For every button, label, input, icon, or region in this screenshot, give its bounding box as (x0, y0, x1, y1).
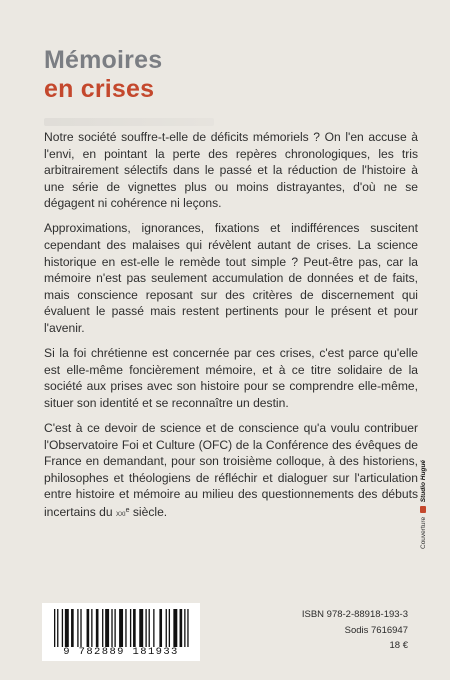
barcode-bar (180, 609, 183, 647)
paragraph-4-text: C'est à ce devoir de science et de conscience qu'a voulu contribuer l'Observatoire Foi et Culture (OFC) de la Conférence des évêques de France en demandant, pour son troisième colloque, à des historiens, philosophes et théologiens de réfléchir et dialoguer sur l'articulation entre histoire et mémoire au milieu des questionnements des débuts incertains du (44, 421, 418, 519)
paragraph-2: Approximations, ignorances, fixations et indifférences suscitent cependant des malaises qui révèlent autant de crises. La science historique en est-elle le remède tout simple ? Peut-être pas, car la mémoire n'est pas seulement accumulation de données et de faits, mais conscience reposant sur des critères de discernement qui évaluent le passé mais restent pertinents pour le présent et pour l'avenir. (44, 221, 418, 336)
barcode-bar (57, 609, 58, 647)
barcode-bar (133, 609, 136, 647)
barcode-bar (80, 609, 81, 647)
studio-name: Studio Hugué (420, 459, 427, 503)
price: 18 € (389, 640, 408, 651)
barcode-bar (169, 609, 170, 647)
studio-logo-icon (420, 506, 426, 513)
barcode-bar (62, 609, 63, 647)
barcode-bars (52, 609, 190, 647)
barcode (42, 603, 200, 661)
barcode-bar (187, 609, 188, 647)
cover-credit (418, 459, 430, 549)
barcode-bar (130, 609, 131, 647)
barcode-bar (91, 609, 92, 647)
barcode-bar (105, 609, 109, 647)
barcode-bar (71, 609, 74, 647)
barcode-bar (166, 609, 167, 647)
barcode-bar (159, 609, 162, 647)
barcode-bar (153, 609, 154, 647)
barcode-bar (184, 609, 185, 647)
paragraph-3: Si la foi chrétienne est concernée par ces crises, c'est parce qu'elle est elle-même foncièrement mémoire, et à ce titre solidaire de la société aux prises avec son histoire pour se comprendre elle-même, situer son identité et se reconnaître un destin. (44, 346, 418, 410)
barcode-digits: 9 782889 181933 (63, 646, 179, 658)
title-line-2: en crises (44, 75, 155, 103)
barcode-bar (149, 609, 150, 647)
sodis-code: Sodis 7616947 (344, 624, 408, 636)
barcode-bar (77, 609, 78, 647)
show-through-shadow (44, 118, 214, 126)
barcode-bar (54, 609, 55, 647)
title-line-1: Mémoires (44, 46, 163, 74)
credit-label: Couverture (420, 516, 427, 549)
barcode-bar (111, 609, 112, 647)
barcode-bar (139, 609, 143, 647)
barcode-bar (145, 609, 146, 647)
isbn: ISBN 978-2-88918-193-3 (301, 609, 408, 620)
barcode-bar (65, 609, 69, 647)
book-info (302, 607, 408, 654)
century-numeral: xxi (115, 507, 126, 518)
barcode-bar (87, 609, 90, 647)
paragraph-1: Notre société souffre-t-elle de déficits mémoriels ? On l'en accuse à l'envi, en pointant la perte des repères chronologiques, les tris arbitrairement sélectifs dans le passé et la réduction de l'histoire à une série de vignettes plus ou moins distrayantes, d'où ne se dégagent ni cohérence ni leçons. (44, 130, 418, 211)
barcode-bar (114, 609, 115, 647)
barcode-bar (96, 609, 99, 647)
barcode-bar (125, 609, 126, 647)
barcode-bar (102, 609, 103, 647)
back-cover-text (44, 129, 418, 530)
barcode-bar (173, 609, 177, 647)
paragraph-4 (44, 420, 418, 522)
century-superscript: e (125, 506, 130, 514)
book-title (44, 46, 162, 104)
barcode-bar (119, 609, 123, 647)
paragraph-4-ending: siècle. (129, 504, 168, 519)
